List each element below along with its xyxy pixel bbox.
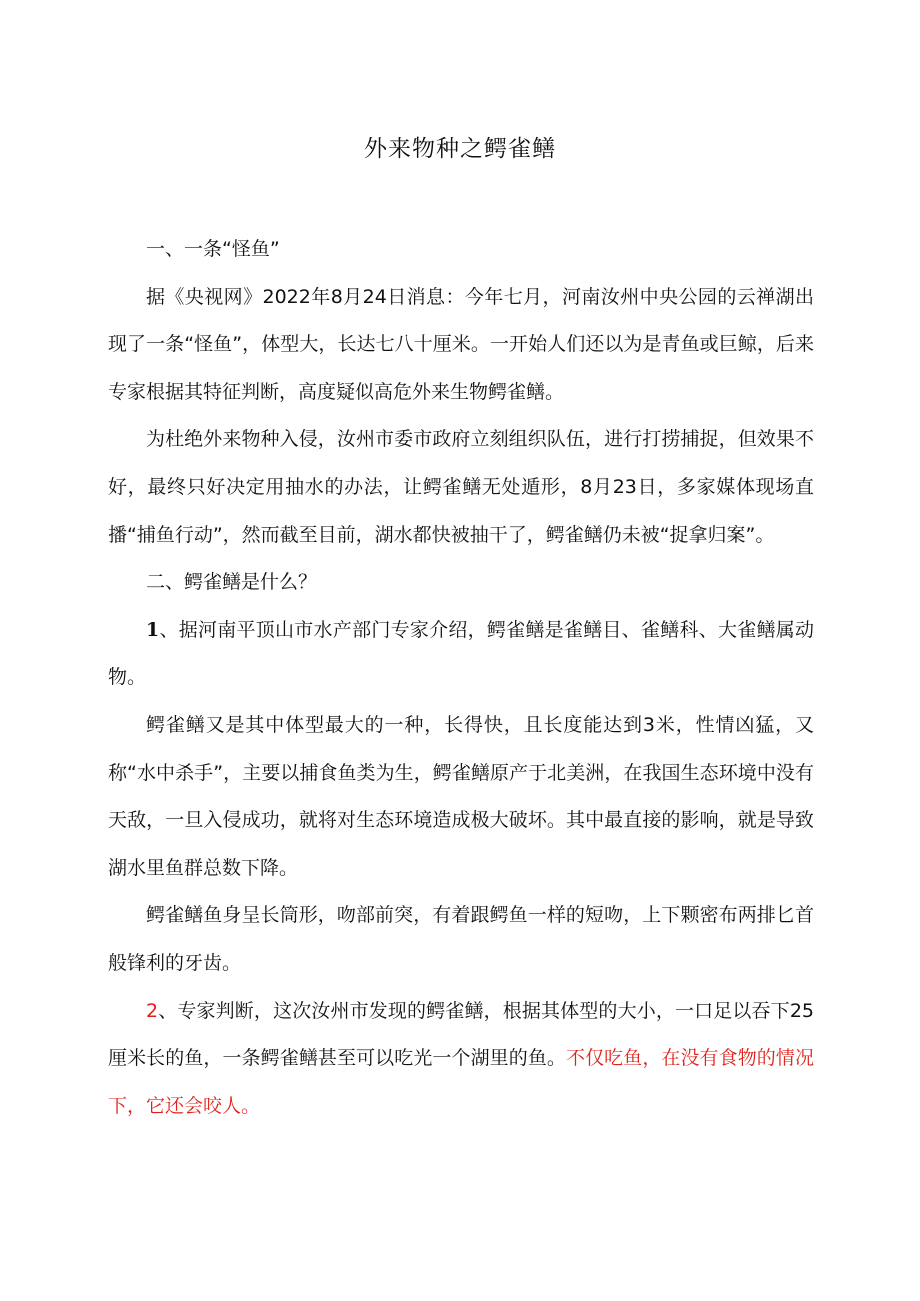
paragraph-6 — [108, 988, 814, 1131]
paragraph-2: 为杜绝外来物种入侵，汝州市委市政府立刻组织队伍，进行打捞捕捉，但效果不好，最终只好决定用抽水的办法，让鳄雀鳝无处遁形，8月23日，多家媒体现场直播“捕鱼行动”，然而截至目前，湖水都快被抽干了，鳄雀鳝仍未被“捉拿归案”。 — [108, 428, 814, 546]
paragraph-5: 鳄雀鳝鱼身呈长筒形，吻部前突，有着跟鳄鱼一样的短吻，上下颗密布两排匕首般锋利的牙齿。 — [108, 904, 814, 974]
paragraph-3-text: 、据河南平顶山市水产部门专家介绍，鳄雀鳝是雀鳝目、雀鳝科、大雀鳝属动物。 — [108, 618, 814, 689]
document-body — [108, 226, 814, 1130]
paragraph-6-text: 、专家判断，这次汝州市发现的鳄雀鳝，根据其体型的大小，一口足以吞下25厘米长的鱼，一条鳄雀鳝甚至可以吃光一个湖里的鱼。 — [108, 999, 814, 1070]
document-title: 外来物种之鳄雀鳝 — [364, 136, 556, 162]
paragraph-3 — [108, 607, 814, 702]
paragraph-4: 鳄雀鳝又是其中体型最大的一种，长得快，且长度能达到3米，性情凶猛，又称“水中杀手”，主要以捕食鱼类为生，鳄雀鳝原产于北美洲，在我国生态环境中没有天敌，一旦入侵成功，就将对生态环境造成极大破坏。其中最直接的影响，就是导致湖水里鱼群总数下降。 — [108, 713, 814, 879]
section-heading-1: 一、一条“怪鱼” — [146, 238, 280, 260]
section-heading-2: 二、鳄雀鳝是什么？ — [146, 571, 318, 594]
item-number-2: 2 — [146, 999, 159, 1022]
item-number-1: 1 — [146, 618, 160, 641]
paragraph-1: 据《央视网》2022年8月24日消息：今年七月，河南汝州中央公园的云禅湖出现了一条“怪鱼”，体型大，长达七八十厘米。一开始人们还以为是青鱼或巨鲸，后来专家根据其特征判断，高度疑似高危外来生物鳄雀鳝。 — [108, 285, 814, 403]
paragraph-6-red-text: 不仅吃鱼，在没有食物的情况下，它还会咬人。 — [108, 1047, 814, 1117]
